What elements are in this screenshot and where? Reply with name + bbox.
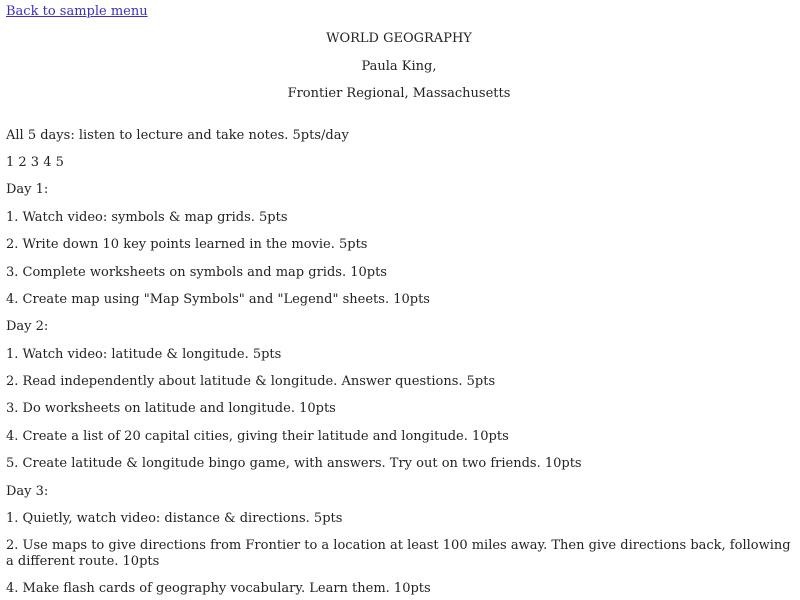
list-item: 4. Create map using "Map Symbols" and "Legend" sheets. 10pts — [6, 291, 430, 307]
list-item: 1. Quietly, watch video: distance & directions. 5pts — [6, 511, 343, 527]
day-label: Day 1: — [6, 182, 49, 198]
list-item: 4. Make flash cards of geography vocabulary. Learn them. 10pts — [6, 580, 431, 596]
list-item: 1. Watch video: symbols & map grids. 5pts — [6, 209, 288, 225]
day-label: Day 2: — [6, 319, 49, 335]
day-label: Day 3: — [6, 483, 49, 499]
list-item: 2. Use maps to give directions from Frontier to a location at least 100 miles away. Then give directions back, following a different route. 10pts — [6, 538, 791, 569]
list-item: 5. Create latitude & longitude bingo game, with answers. Try out on two friends. 10pts — [6, 456, 582, 472]
list-item: 1. Watch video: latitude & longitude. 5pts — [6, 346, 282, 362]
list-item: 2. Write down 10 key points learned in the movie. 5pts — [6, 237, 368, 253]
list-item: 3. Complete worksheets on symbols and map grids. 10pts — [6, 264, 387, 280]
page-title: WORLD GEOGRAPHY — [326, 31, 472, 47]
back-to-sample-menu-link[interactable]: Back to sample menu — [6, 4, 148, 19]
author-name: Paula King, — [361, 58, 437, 74]
list-item: 3. Do worksheets on latitude and longitude. 10pts — [6, 401, 336, 417]
day-numbers: 1 2 3 4 5 — [6, 154, 64, 170]
list-item: 2. Read independently about latitude & longitude. Answer questions. 5pts — [6, 374, 496, 390]
list-item: 4. Create a list of 20 capital cities, giving their latitude and longitude. 10pts — [6, 428, 509, 444]
school-name: Frontier Regional, Massachusetts — [287, 86, 511, 102]
intro-text: All 5 days: listen to lecture and take notes. 5pts/day — [6, 127, 349, 143]
